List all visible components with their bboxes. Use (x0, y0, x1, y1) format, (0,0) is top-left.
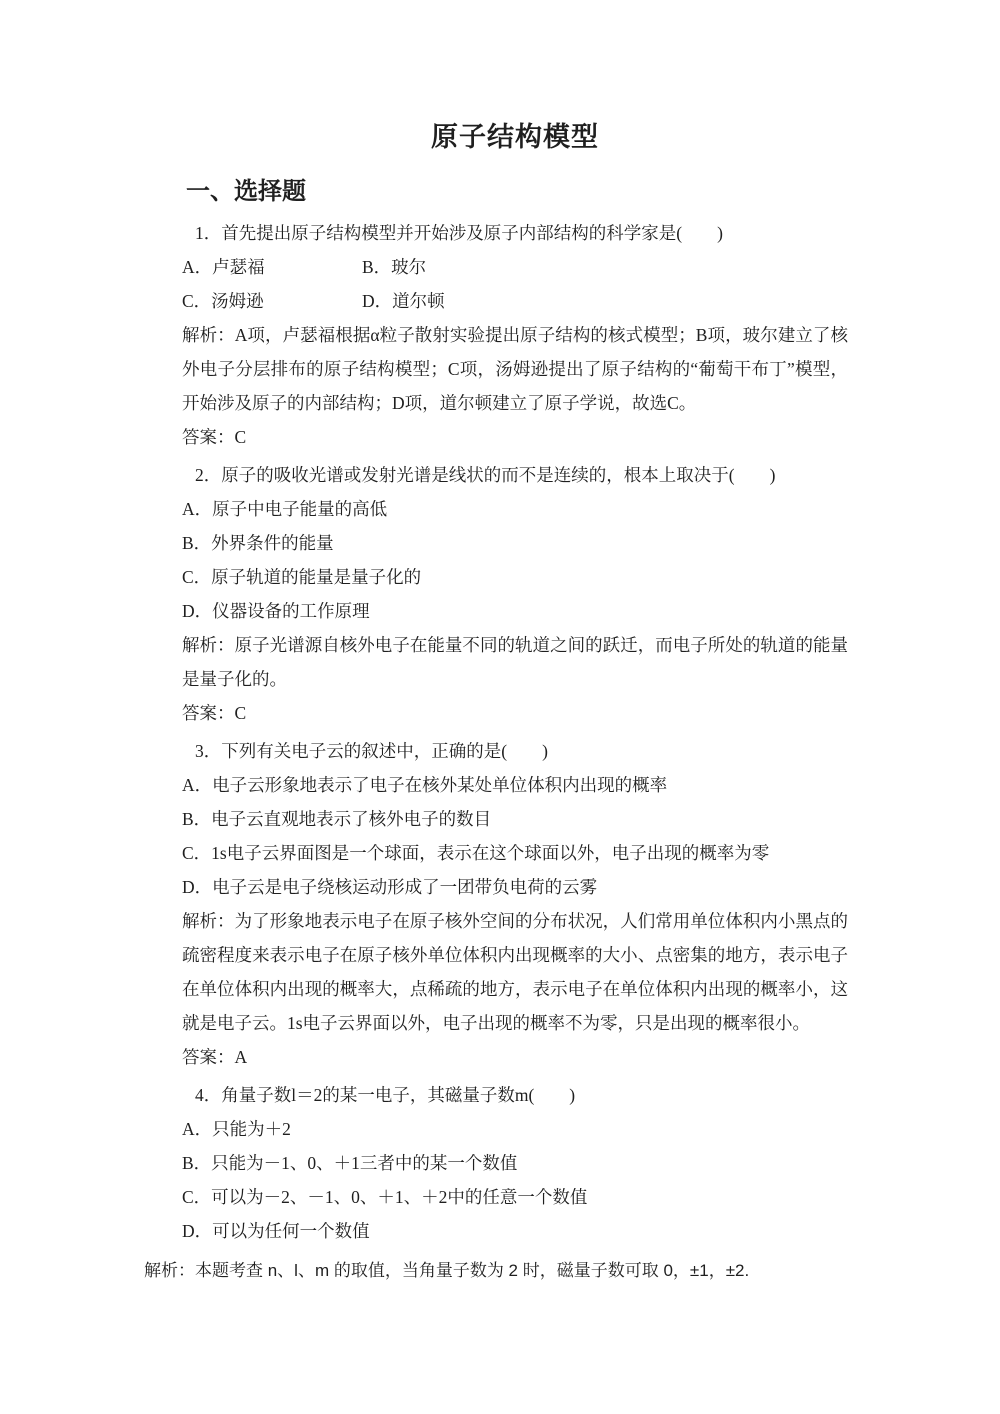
question-1-option-a: A．卢瑟福 (182, 257, 265, 277)
question-2-answer: 答案：C (182, 703, 247, 723)
question-2-analysis: 解析：原子光谱源自核外电子在能量不同的轨道之间的跃迁，而电子所处的轨道的能量是量子化的。 (182, 635, 848, 689)
page-title: 原子结构模型 (431, 122, 599, 152)
question-4-option-c: C．可以为－2、－1、0、＋1、＋2中的任意一个数值 (182, 1187, 588, 1207)
question-4-option-d: D．可以为任何一个数值 (182, 1221, 370, 1241)
question-3-option-b: B．电子云直观地表示了核外电子的数目 (182, 809, 492, 829)
question-3-analysis: 解析：为了形象地表示电子在原子核外空间的分布状况，人们常用单位体积内小黑点的疏密程度来表示电子在原子核外单位体积内出现概率的大小、点密集的地方，表示电子在单位体积内出现的概率大，点稀疏的地方，表示电子在单位体积内出现的概率小，这就是电子云。1s电子云界面以外，电子出现的概率不为零，只是出现的概率很小。 (182, 911, 848, 1033)
question-3-option-d: D．电子云是电子绕核运动形成了一团带负电荷的云雾 (182, 877, 598, 897)
question-1-option-d: D．道尔顿 (362, 291, 445, 311)
question-1-option-b: B．玻尔 (362, 257, 427, 277)
question-2-option-a: A．原子中电子能量的高低 (182, 499, 388, 519)
question-4-option-a: A．只能为＋2 (182, 1119, 291, 1139)
question-3-answer: 答案：A (182, 1047, 248, 1067)
question-2-option-b: B．外界条件的能量 (182, 533, 334, 553)
section-heading: 一、选择题 (186, 179, 306, 205)
question-3-stem: 3．下列有关电子云的叙述中，正确的是( ) (195, 741, 548, 761)
question-3-option-a: A．电子云形象地表示了电子在核外某处单位体积内出现的概率 (182, 775, 668, 795)
question-1-stem: 1．首先提出原子结构模型并开始涉及原子内部结构的科学家是( ) (195, 223, 723, 243)
question-4-analysis: 解析：本题考查 n、l、m 的取值，当角量子数为 2 时，磁量子数可取 0，±1，±2. (144, 1261, 750, 1280)
question-2-option-c: C．原子轨道的能量是量子化的 (182, 567, 422, 587)
text-column (144, 0, 848, 1288)
question-2-option-d: D．仪器设备的工作原理 (182, 601, 370, 621)
question-1-option-c: C．汤姆逊 (182, 291, 264, 311)
question-3-option-c: C．1s电子云界面图是一个球面，表示在这个球面以外，电子出现的概率为零 (182, 843, 770, 863)
question-1-answer: 答案：C (182, 427, 247, 447)
question-4-stem: 4．角量子数l＝2的某一电子，其磁量子数m( ) (195, 1085, 576, 1105)
question-2-stem: 2．原子的吸收光谱或发射光谱是线状的而不是连续的，根本上取决于( ) (195, 465, 776, 485)
question-4-option-b: B．只能为－1、0、＋1三者中的某一个数值 (182, 1153, 518, 1173)
question-1-analysis: 解析：A项，卢瑟福根据α粒子散射实验提出原子结构的核式模型；B项，玻尔建立了核外电子分层排布的原子结构模型；C项，汤姆逊提出了原子结构的“葡萄干布丁”模型，开始涉及原子的内部结构；D项，道尔顿建立了原子学说，故选C。 (182, 325, 848, 413)
question-1-options (182, 250, 848, 318)
